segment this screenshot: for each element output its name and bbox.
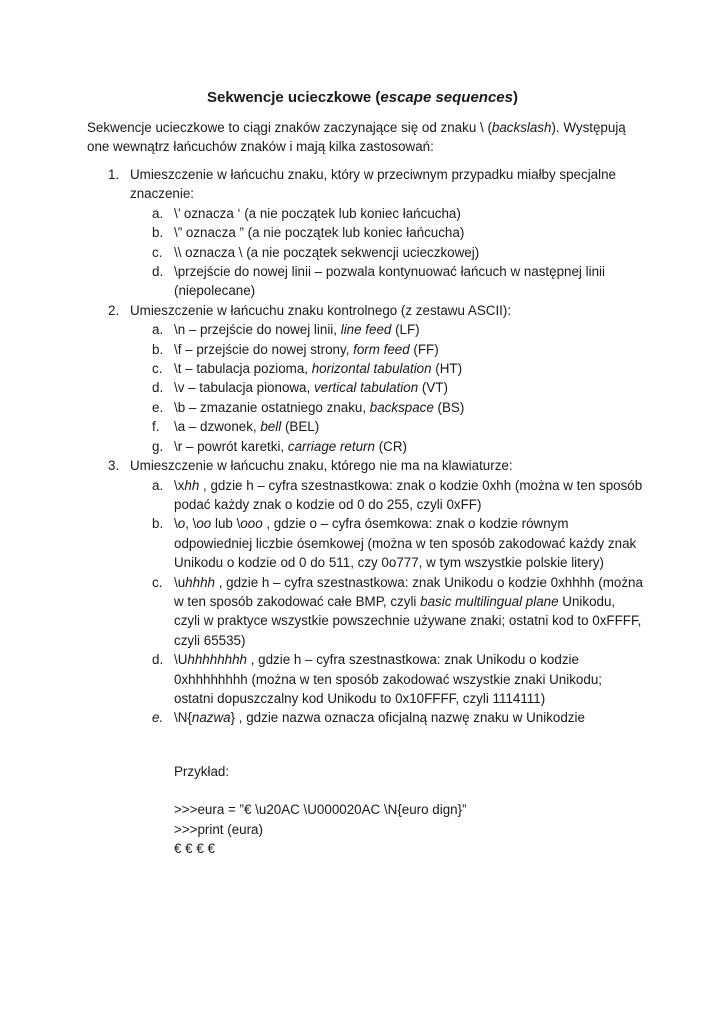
list-item: a. \’ oznacza ‘ (a nie początek lub koniec łańcucha) — [152, 205, 461, 221]
list-marker: 3. — [108, 458, 120, 474]
intro-paragraph: Sekwencje ucieczkowe to ciągi znaków zaczynające się od znaku \ (backslash). Występują one wewnątrz łańcuchów znaków i mają kilka zastosowań: — [87, 120, 626, 155]
list-item: b. \f – przejście do nowej strony, form feed (FF) — [152, 341, 439, 357]
list-item: a. \n – przejście do nowej linii, line feed (LF) — [152, 322, 420, 338]
example-code-line: >>>print (eura) — [174, 822, 263, 837]
list-item: c. \\ oznacza \ (a nie początek sekwencji ucieczkowej) — [152, 244, 480, 260]
list-item-continuation: ostatni dopuszczalny kod Unikodu to 0x10FFFF, czyli 1114111) — [174, 690, 546, 706]
list-marker: 2. — [108, 302, 120, 318]
list-item: a. \xhh , gdzie h – cyfra szestnastkowa: znak o kodzie 0xhh (można w ten sposób — [152, 477, 643, 493]
list-item: d. \v – tabulacja pionowa, vertical tabulation (VT) — [152, 380, 448, 396]
list-item-continuation: podać każdy znak o kodzie od 0 do 255, czyli 0xFF) — [174, 496, 482, 512]
list-item: f. \a – dzwonek, bell (BEL) — [152, 419, 320, 435]
list-item: c. \uhhhh , gdzie h – cyfra szestnastkowa: znak Unikodu o kodzie 0xhhhh (można — [152, 574, 643, 590]
list-item-continuation: odpowiedniej liczbie ósemkowej (można w ten sposób zakodować każdy znak — [174, 535, 637, 551]
list-item: d. \Uhhhhhhhh , gdzie h – cyfra szestnastkowa: znak Unikodu o kodzie — [152, 652, 579, 668]
example-output: € € € € — [174, 841, 215, 856]
example-label: Przykład: — [174, 764, 230, 779]
list-item: g. \r – powrót karetki, carriage return (CR) — [152, 438, 407, 454]
list-marker: 1. — [108, 167, 120, 182]
section-2: 2. Umieszczenie w łańcuchu znaku kontrolnego (z zestawu ASCII): — [0, 301, 725, 320]
list-item: b. \o, \oo lub \ooo , gdzie o – cyfra ósemkowa: znak o kodzie równym — [152, 516, 569, 532]
list-item-continuation: 0xhhhhhhhh (można w ten sposób zakodować wszystkie znaki Unikodu; — [174, 671, 602, 687]
list-item-continuation: czyli 65535) — [174, 632, 246, 648]
list-item-continuation: Unikodu o kodzie od 0 do 511, czy 0o777, w tym wszystkie polskie litery) — [174, 555, 604, 571]
list-item: c. \t – tabulacja pozioma, horizontal tabulation (HT) — [152, 361, 463, 377]
example-code-line: >>>eura = ”€ \u20AC \U000020AC \N{euro dign}” — [174, 802, 467, 817]
list-item: d. \przejście do nowej linii – pozwala kontynuować łańcuch w następnej linii — [152, 264, 605, 280]
escape-sequence-list — [0, 165, 725, 728]
list-item: e. \N{nazwa} , gdzie nazwa oznacza oficjalną nazwę znaku w Unikodzie — [152, 710, 585, 726]
list-item: b. \” oznacza ” (a nie początek lub koniec łańcucha) — [152, 225, 465, 241]
list-item: e. \b – zmazanie ostatniego znaku, backspace (BS) — [152, 399, 465, 415]
section-1: 1. Umieszczenie w łańcuchu znaku, który w przeciwnym przypadku miałby specjalne — [0, 165, 725, 184]
section-3: 3. Umieszczenie w łańcuchu znaku, którego nie ma na klawiaturze: — [0, 456, 725, 475]
list-item-continuation: czyli w praktyce wszystkie powszechnie używane znaki; ostatni kod to 0xFFFF, — [174, 613, 642, 629]
list-item-continuation: w ten sposób zakodować całe BMP, czyli basic multilingual plane Unikodu, — [174, 593, 616, 609]
page-title: Sekwencje ucieczkowe (escape sequences) — [206, 89, 518, 106]
section-1-line-2: znaczenie: — [130, 186, 195, 202]
list-item-continuation: (niepolecane) — [174, 283, 256, 299]
